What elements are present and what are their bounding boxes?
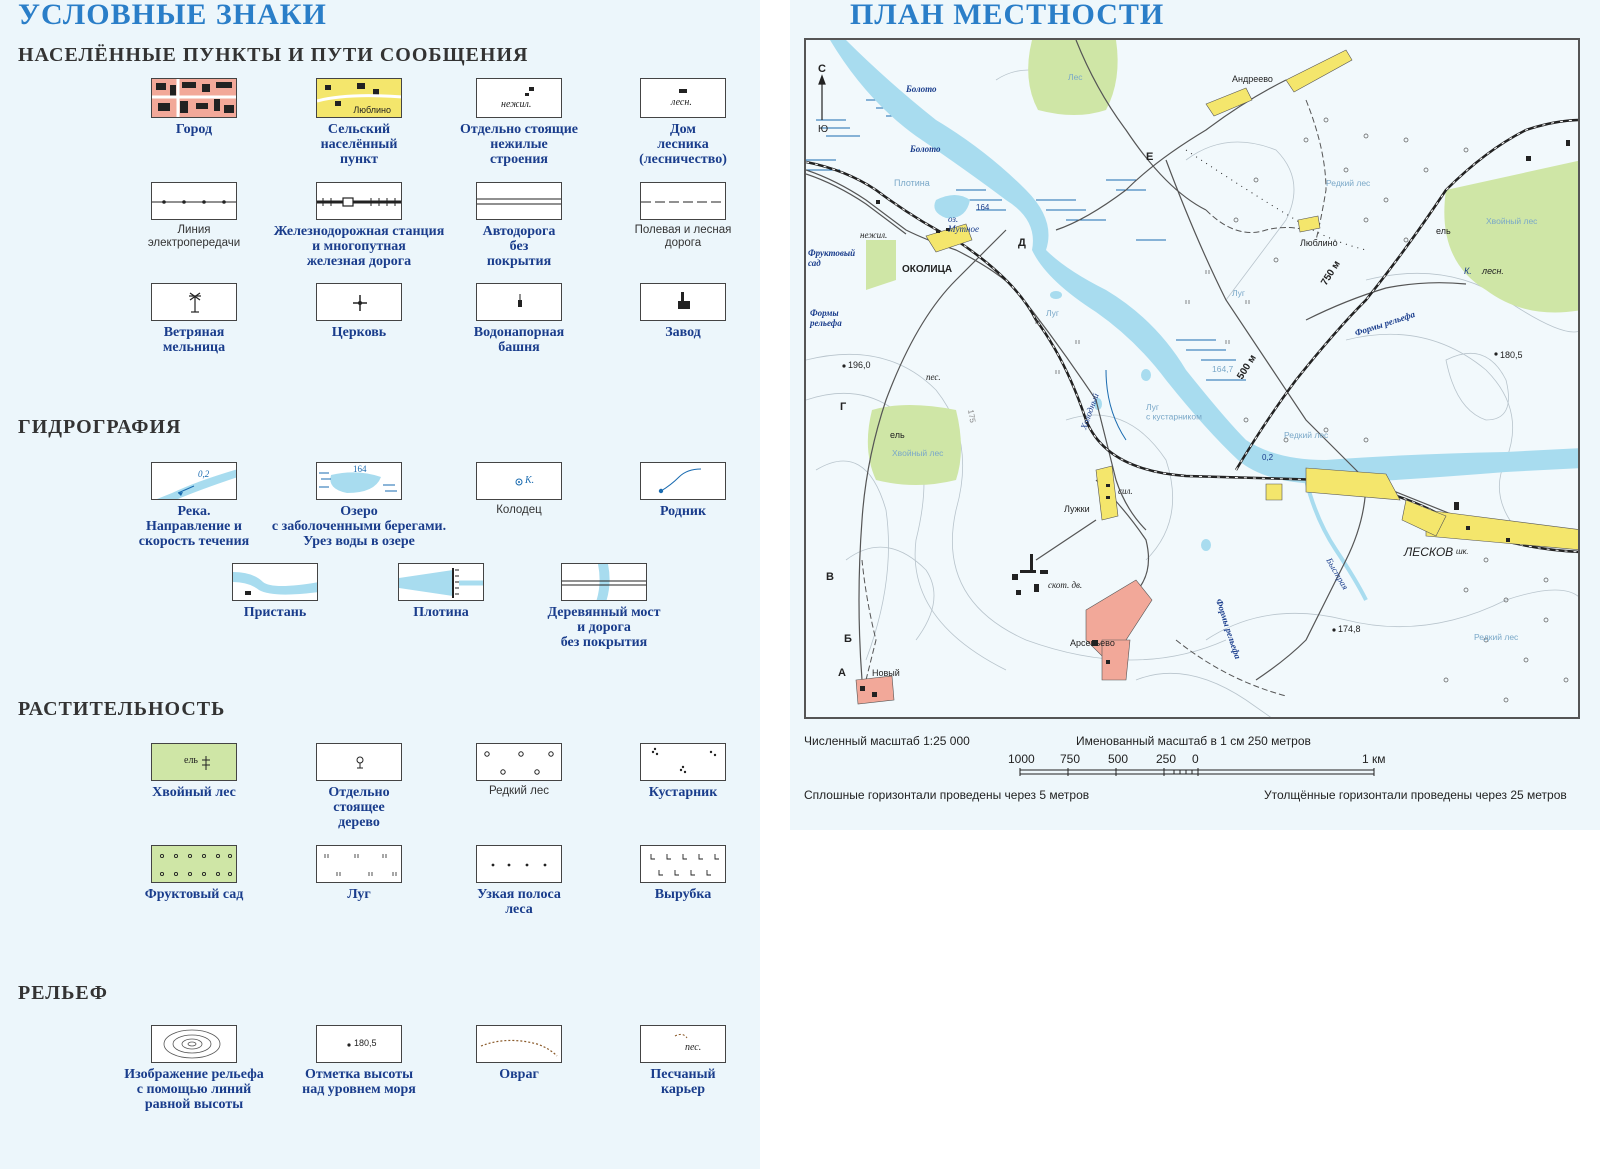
label-pt-G: Г — [840, 401, 847, 413]
label-pt-V: В — [826, 571, 834, 583]
label-pt-E: Е — [1146, 151, 1154, 163]
legend-city — [104, 78, 284, 137]
label-relief-mid: Формы рельефа — [1214, 597, 1243, 661]
legend-dam — [351, 563, 531, 620]
legend-powerline — [104, 182, 284, 250]
well-symbol — [476, 462, 562, 500]
label-conifer-r: Хвойный лес — [1486, 216, 1538, 226]
road-caption: Автодорога без покрытия — [482, 224, 556, 269]
label-d750: 750 м — [1319, 258, 1343, 288]
legend-sandpit — [593, 1025, 773, 1097]
legend-tree — [269, 743, 449, 830]
section-relief: РЕЛЬЕФ — [18, 982, 108, 1004]
label-dam: Плотина — [894, 178, 930, 188]
pond-1 — [1050, 291, 1062, 299]
legend-ravine — [429, 1025, 609, 1082]
scale-tick-750: 750 — [1060, 752, 1081, 766]
stream-kholodny — [1106, 370, 1126, 440]
label-pt-A: А — [838, 667, 846, 679]
contours-caption: Изображение рельефа с помощью линий равной высоты — [124, 1067, 264, 1112]
legend-forester — [593, 78, 773, 167]
legend-shrub — [593, 743, 773, 800]
label-lesn-r: лесн. — [1482, 266, 1504, 276]
label-novy: Новый — [872, 668, 900, 678]
strip-caption: Узкая полоса леса — [477, 887, 561, 917]
legend-watertower — [429, 283, 609, 355]
legend-title: УСЛОВНЫЕ ЗНАКИ — [18, 0, 327, 31]
section-settlements: НАСЕЛЁННЫЕ ПУНКТЫ И ПУТИ СООБЩЕНИЯ — [18, 44, 529, 66]
river-box-label: 0,2 — [198, 469, 210, 479]
nonres-symbol — [476, 78, 562, 118]
shrub-symbol — [640, 743, 726, 781]
lake-caption: Озеро с заболоченными берегами. Урез воды в озере — [271, 504, 447, 549]
label-meadow3: Луг с кустарником — [1146, 402, 1202, 422]
label-lesok: Лес — [1068, 72, 1083, 82]
label-v02: 0,2 — [1262, 453, 1274, 462]
scale-named: Именованный масштаб в 1 см 250 метров — [1076, 734, 1311, 748]
village-symbol — [316, 78, 402, 118]
legend-railway — [269, 182, 449, 269]
label-orchard: Фруктовый сад — [808, 248, 856, 268]
fieldroad-symbol — [640, 182, 726, 220]
nonres-caption: Отдельно стоящие нежилые строения — [459, 122, 578, 167]
label-andreevo: Андреево — [1232, 74, 1273, 84]
powerline-caption: Линия электропередачи — [147, 224, 241, 249]
ravine-symbol — [476, 1025, 562, 1063]
dam-caption: Плотина — [413, 605, 469, 620]
legend-height — [269, 1025, 449, 1097]
compass — [819, 76, 825, 120]
lake-box-label: 164 — [353, 464, 367, 474]
pond-4 — [1201, 539, 1211, 551]
label-meadow1: Луг — [1232, 288, 1246, 298]
legend-factory — [593, 283, 773, 340]
spring-symbol — [640, 462, 726, 500]
label-nonres: нежил. — [860, 230, 888, 240]
label-h1647: 164,7 — [1212, 364, 1234, 374]
scale-tick-1km: 1 км — [1362, 752, 1386, 766]
pond-2 — [1141, 369, 1151, 381]
river-caption: Река. Направление и скорость течения — [138, 504, 250, 549]
bridge-symbol — [561, 563, 647, 601]
label-conifer-l: Хвойный лес — [892, 448, 944, 458]
factory-symbol — [640, 283, 726, 321]
nonres-box-label: нежил. — [501, 99, 532, 110]
scale-bar — [1004, 750, 1404, 780]
city-symbol — [151, 78, 237, 118]
power-line — [1186, 150, 1366, 250]
legend-contours — [104, 1025, 284, 1112]
label-okolitsa: ОКОЛИЦА — [902, 264, 953, 275]
label-well-r: К. — [1464, 266, 1472, 276]
label-relief-right: Формы рельефа — [1353, 309, 1417, 338]
label-luzhki: Лужки — [1064, 504, 1090, 514]
scale-numeric: Численный масштаб 1:25 000 — [804, 734, 970, 748]
legend-spring — [593, 462, 773, 519]
strip-symbol — [476, 845, 562, 883]
legend-windmill — [104, 283, 284, 355]
label-swamp2: Болото — [910, 144, 941, 154]
legend-church — [269, 283, 449, 340]
map-canvas — [806, 40, 1580, 719]
powerline-symbol — [151, 182, 237, 220]
legend-lake — [269, 462, 449, 549]
forester-symbol — [640, 78, 726, 118]
legend-nonres — [429, 78, 609, 167]
spring-caption: Родник — [659, 504, 707, 519]
label-lake-level: 164 — [976, 203, 990, 212]
label-relief-left: Формы рельефа — [810, 308, 842, 328]
river-symbol — [151, 462, 237, 500]
conifer-caption: Хвойный лес — [152, 785, 236, 800]
conifer-box-label: ель — [184, 755, 198, 766]
river-bystraya — [1306, 480, 1366, 600]
orchard-symbol — [151, 845, 237, 883]
label-skot: скот. дв. — [1048, 580, 1083, 590]
factory-caption: Завод — [665, 325, 701, 340]
height-caption: Отметка высоты над уровнем моря — [302, 1067, 416, 1097]
label-lake-name: оз. Мутное — [948, 214, 979, 234]
pier-caption: Пристань — [243, 605, 307, 620]
label-h196: 196,0 — [848, 360, 871, 370]
legend-river — [104, 462, 284, 549]
road-symbol — [476, 182, 562, 220]
lake-symbol — [316, 462, 402, 500]
legend-road — [429, 182, 609, 269]
city-caption: Город — [175, 122, 213, 137]
legend-village — [269, 78, 449, 167]
watertower-caption: Водонапорная башня — [473, 325, 565, 355]
tree-symbol — [316, 743, 402, 781]
well-caption: Колодец — [496, 504, 542, 516]
height-symbol — [316, 1025, 402, 1063]
well-box-label: К. — [525, 475, 535, 486]
height-points — [842, 352, 1497, 631]
legend-sparse — [429, 743, 609, 798]
label-arsenevo: Арсеньево — [1070, 638, 1115, 648]
legend-strip — [429, 845, 609, 917]
label-leskov: ЛЕСКОВ — [1404, 545, 1454, 559]
section-hydrography: ГИДРОГРАФИЯ — [18, 416, 182, 438]
ravine-caption: Овраг — [499, 1067, 539, 1082]
label-h175: 175 — [966, 408, 978, 424]
label-pt-D: Д — [1018, 237, 1026, 249]
windmill-symbol — [151, 283, 237, 321]
sandpit-symbol — [640, 1025, 726, 1063]
scale-tick-500: 500 — [1108, 752, 1129, 766]
scale-tick-0: 0 — [1192, 752, 1199, 766]
label-sil: сил. — [1118, 486, 1133, 496]
village-box-label: Люблино — [353, 105, 391, 115]
tree-caption: Отдельно стоящее дерево — [328, 785, 390, 830]
legend-orchard — [104, 845, 284, 902]
height-box-label: 180,5 — [354, 1038, 377, 1048]
legend-well — [429, 462, 609, 517]
sandpit-box-label: пес. — [685, 1042, 702, 1053]
forester-box-label: лесн. — [671, 97, 692, 108]
label-lyublino: Люблино — [1300, 238, 1338, 248]
bridge-caption: Деревянный мост и дорога без покрытия — [547, 605, 661, 650]
label-shk: шк. — [1456, 547, 1469, 556]
map-title: ПЛАН МЕСТНОСТИ — [850, 0, 1165, 31]
legend-pier — [185, 563, 365, 620]
village-caption: Сельский населённый пункт — [320, 122, 398, 167]
scale-thick-contours: Утолщённые горизонтали проведены через 25 метров — [1264, 788, 1567, 802]
legend-conifer — [104, 743, 284, 800]
label-meadow2: Луг — [1046, 308, 1060, 318]
label-kholodny: Холодный — [1078, 391, 1101, 431]
dam-symbol — [398, 563, 484, 601]
legend-bridge — [514, 563, 694, 650]
label-el-r: ель — [1436, 226, 1451, 236]
conifer-symbol — [151, 743, 237, 781]
label-h180: 180,5 — [1500, 350, 1523, 360]
scale-solid-contours: Сплошные горизонтали проведены через 5 метров — [804, 788, 1090, 802]
church-caption: Церковь — [331, 325, 387, 340]
label-sparse2: Редкий лес — [1284, 430, 1329, 440]
railway-symbol — [316, 182, 402, 220]
watertower-symbol — [476, 283, 562, 321]
clearing-caption: Вырубка — [654, 887, 712, 902]
windmill-caption: Ветряная мельница — [162, 325, 226, 355]
sparse-caption: Редкий лес — [489, 785, 549, 797]
church-symbol — [316, 283, 402, 321]
pier-symbol — [232, 563, 318, 601]
terrain-map — [804, 38, 1580, 719]
orchard-caption: Фруктовый сад — [144, 887, 244, 902]
fieldroad-caption: Полевая и лесная дорога — [634, 224, 732, 249]
meadow-caption: Луг — [347, 887, 371, 902]
railway-caption: Железнодорожная станция и многопутная железная дорога — [273, 224, 445, 269]
forester-caption: Дом лесника (лесничество) — [639, 122, 727, 167]
contours-symbol — [151, 1025, 237, 1063]
label-bystraya: Быстрая — [1324, 556, 1351, 592]
legend-clearing — [593, 845, 773, 902]
label-el-l: ель — [890, 430, 905, 440]
clearing-symbol — [640, 845, 726, 883]
label-pt-B: Б — [844, 633, 852, 645]
sandpit-caption: Песчаный карьер — [650, 1067, 716, 1097]
scale-tick-1000: 1000 — [1008, 752, 1035, 766]
label-h1748: 174,8 — [1338, 624, 1361, 634]
meadow-symbol — [316, 845, 402, 883]
compass-north: С — [818, 63, 826, 75]
compass-south: Ю — [818, 124, 829, 135]
legend-meadow — [269, 845, 449, 902]
label-d500: 500 м — [1235, 352, 1259, 382]
scale-tick-250: 250 — [1156, 752, 1177, 766]
label-sparse1: Редкий лес — [1326, 178, 1371, 188]
label-pes: пес. — [926, 372, 941, 382]
section-vegetation: РАСТИТЕЛЬНОСТЬ — [18, 698, 226, 720]
label-swamp1: Болото — [906, 84, 937, 94]
legend-fieldroad — [593, 182, 773, 250]
sparse-symbol — [476, 743, 562, 781]
shrub-caption: Кустарник — [648, 785, 718, 800]
label-sparse3: Редкий лес — [1474, 632, 1519, 642]
